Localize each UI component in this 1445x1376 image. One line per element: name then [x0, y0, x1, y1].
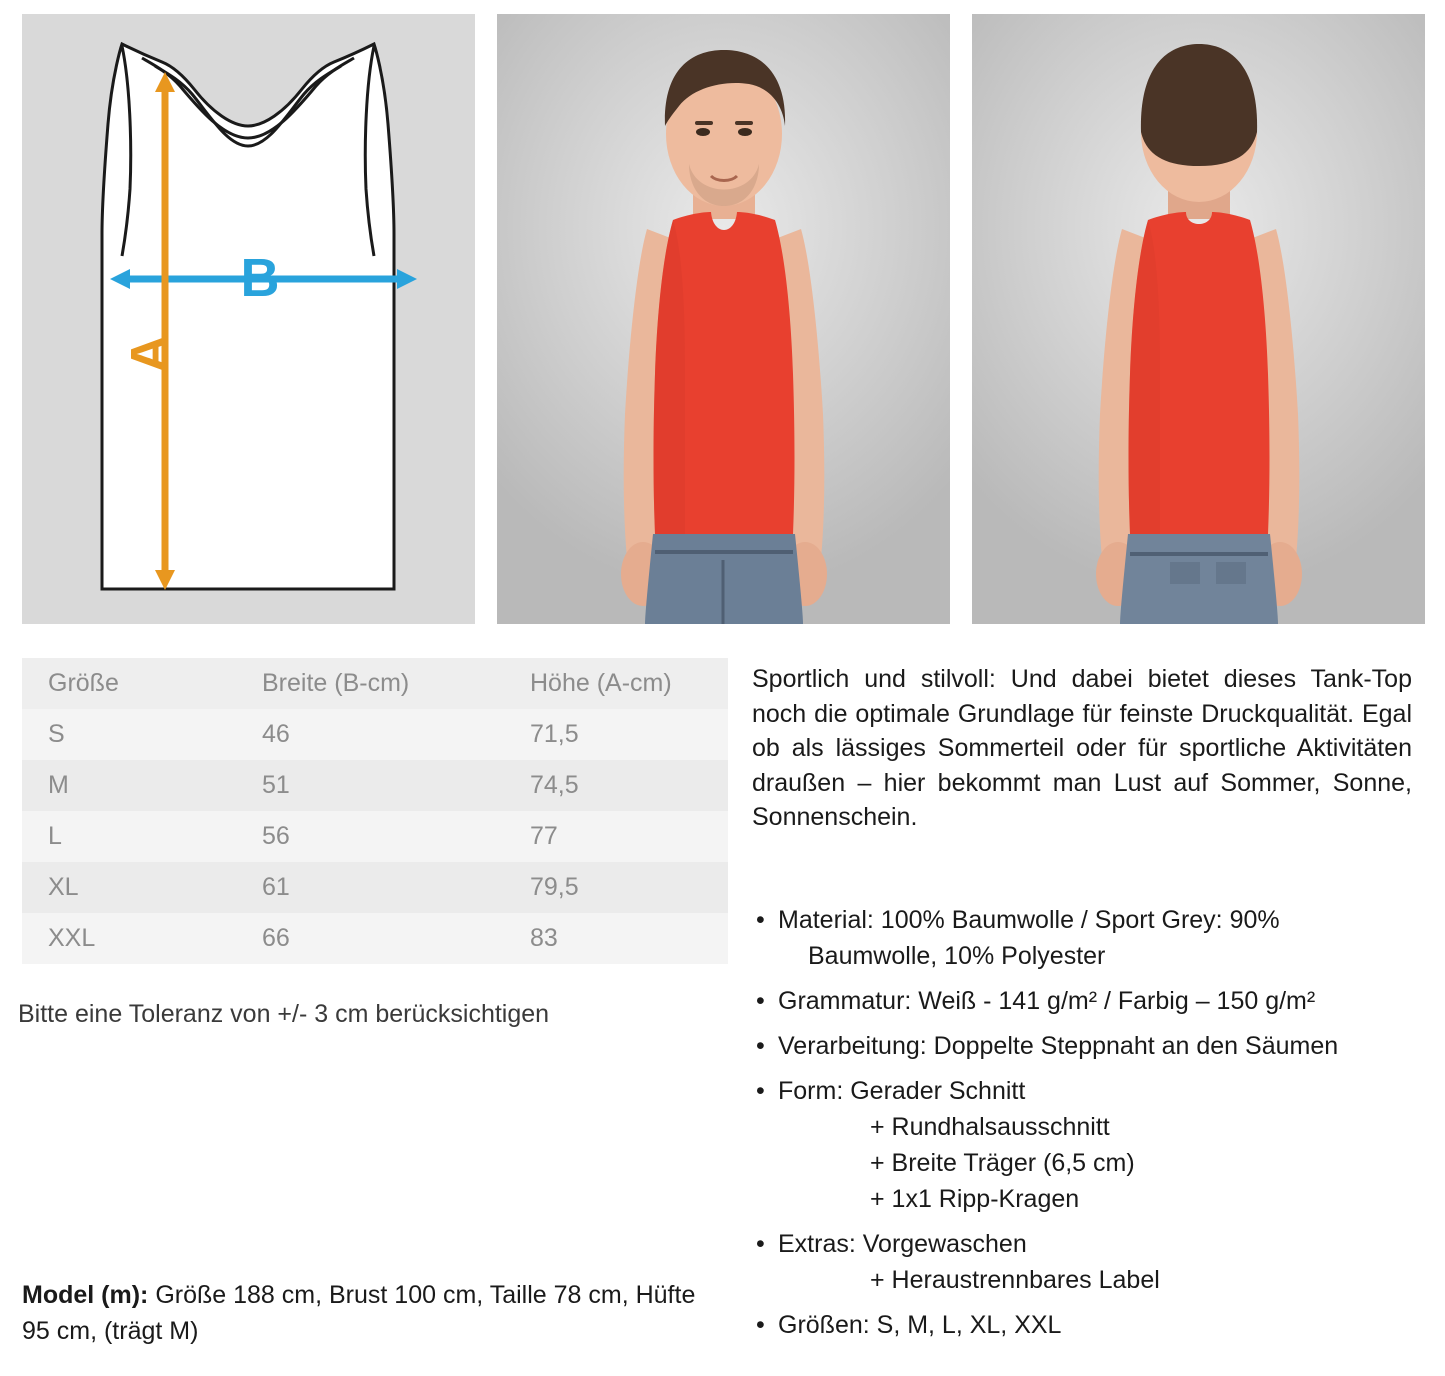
table-row — [22, 760, 728, 811]
cell-height: 83 — [530, 924, 558, 952]
tolerance-note: Bitte eine Toleranz von +/- 3 cm berücksichtigen — [18, 1000, 550, 1028]
cell-width: 66 — [262, 924, 290, 952]
product-description: Sportlich und stilvoll: Und dabei bietet dieses Tank-Top noch die optimale Grundlage für feinste Druckqualität. Egal ob als lässiges Sommerteil oder für sportliche Aktivitäten draußen – hier bekommt man Lust auf Sommer, Sonne, Sonnenschein. — [752, 665, 1412, 831]
model-info — [22, 1278, 722, 1349]
cell-size: XL — [48, 873, 79, 901]
model-info-label: Model (m): — [22, 1281, 149, 1309]
cell-height: 77 — [530, 822, 558, 850]
table-header-row — [22, 658, 728, 709]
cell-size: S — [48, 720, 65, 748]
table-row — [22, 811, 728, 862]
cell-width: 61 — [262, 873, 290, 901]
column-header-height: Höhe (A-cm) — [530, 669, 672, 697]
column-header-width: Breite (B-cm) — [262, 669, 410, 697]
size-table — [22, 658, 728, 964]
feature-form-sub-2: + Breite Träger (6,5 cm) — [870, 1149, 1135, 1177]
product-image-row — [22, 14, 1426, 624]
cell-height: 79,5 — [530, 873, 579, 901]
list-item — [752, 1028, 1424, 1064]
feature-verarbeitung: Verarbeitung: Doppelte Steppnaht an den Säumen — [778, 1032, 1339, 1060]
cell-width: 51 — [262, 771, 290, 799]
table-row — [22, 709, 728, 760]
size-table-wrap — [22, 658, 728, 964]
feature-sizes: Größen: S, M, L, XL, XXL — [778, 1311, 1062, 1339]
cell-height: 71,5 — [530, 720, 579, 748]
model-front-photo — [497, 14, 950, 624]
feature-extras-sub-1: + Heraustrennbares Label — [870, 1266, 1160, 1294]
feature-form-sub-3: + 1x1 Ripp-Kragen — [870, 1185, 1080, 1213]
cell-size: XXL — [48, 924, 96, 952]
cell-width: 46 — [262, 720, 290, 748]
width-label-b: B — [240, 248, 280, 308]
column-header-size: Größe — [48, 669, 119, 697]
feature-form-sub-1: + Rundhalsausschnitt — [870, 1113, 1110, 1141]
cell-size: M — [48, 771, 69, 799]
feature-list — [752, 902, 1424, 1352]
model-front-illustration — [497, 14, 950, 624]
model-info-text: Größe 188 cm, Brust 100 cm, Taille 78 cm, Hüfte 95 cm, (trägt M) — [22, 1281, 696, 1345]
feature-form: Form: Gerader Schnitt — [778, 1077, 1026, 1105]
model-back-illustration — [972, 14, 1425, 624]
list-item — [752, 1226, 1424, 1298]
cell-width: 56 — [262, 822, 290, 850]
table-row — [22, 862, 728, 913]
measurement-diagram-panel — [22, 14, 475, 624]
feature-extras: Extras: Vorgewaschen — [778, 1230, 1027, 1258]
feature-material: Material: 100% Baumwolle / Sport Grey: 90% — [778, 906, 1280, 934]
cell-height: 74,5 — [530, 771, 579, 799]
tank-top-outline-svg — [22, 14, 475, 624]
height-label-a: A — [120, 334, 180, 374]
list-item — [752, 902, 1424, 974]
model-back-photo — [972, 14, 1425, 624]
table-row — [22, 913, 728, 964]
feature-grammatur: Grammatur: Weiß - 141 g/m² / Farbig – 150 g/m² — [778, 987, 1316, 1015]
cell-size: L — [48, 822, 62, 850]
list-item — [752, 1073, 1424, 1217]
list-item — [752, 1307, 1424, 1343]
feature-material-cont: Baumwolle, 10% Polyester — [808, 942, 1106, 970]
list-item — [752, 983, 1424, 1019]
